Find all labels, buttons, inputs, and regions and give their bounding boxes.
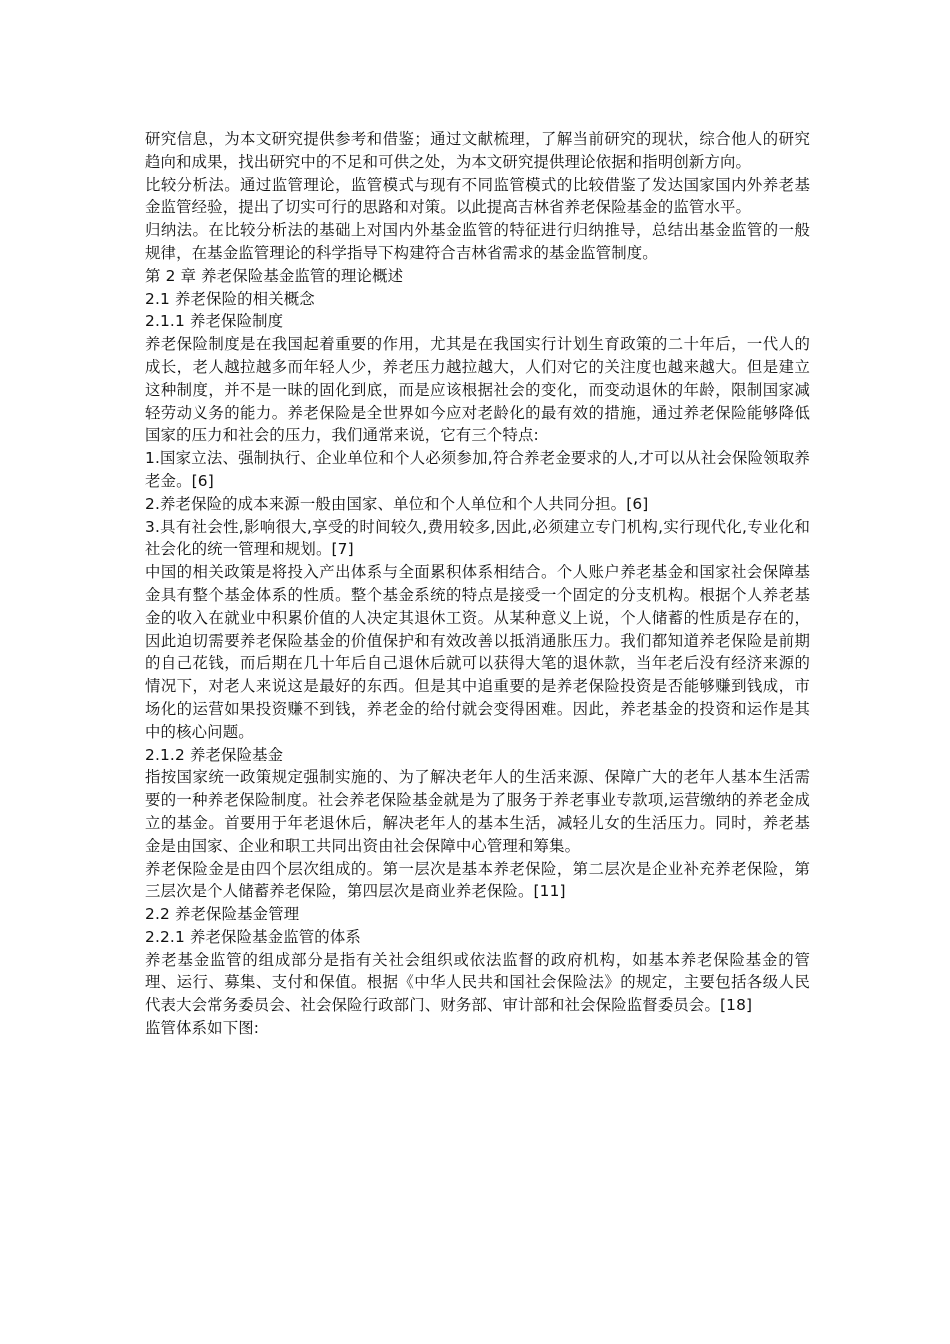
paragraph-pension-fund-definition: 指按国家统一政策规定强制实施的、为了解决老年人的生活来源、保障广大的老年人基本生活需要的一种养老保险制度。社会养老保险基金就是为了服务于养老事业专款项,运营缴纳的养老金成立的基金。首要用于年老退休后，解决老年人的基本生活，减轻儿女的生活压力。同时，养老基金是由国家、企业和职工共同出资由社会保障中心管理和筹集。 bbox=[145, 768, 810, 855]
subsection-heading-2-1-1: 2.1.1 养老保险制度 bbox=[145, 312, 284, 331]
chapter-heading: 第 2 章 养老保险基金监管的理论概述 bbox=[145, 266, 404, 285]
paragraph-pension-system: 养老保险制度是在我国起着重要的作用，尤其是在我国实行计划生育政策的二十年后，一代人的成长，老人越拉越多而年轻人少，养老压力越拉越大，人们对它的关注度也越来越大。但是建立这种制度，并不是一昧的固化到底，而是应该根据社会的变化，而变动退休的年龄，限制国家减轻劳动义务的能力。养老保险是全世界如今应对老龄化的最有效的措施，通过养老保险能够降低国家的压力和社会的压力，我们通常来说，它有三个特点: bbox=[145, 335, 810, 445]
paragraph-research-info: 研究信息，为本文研究提供参考和借鉴；通过文献梳理，了解当前研究的现状，综合他人的研究趋向和成果，找出研究中的不足和可供之处，为本文研究提供理论依据和指明创新方向。 bbox=[145, 130, 810, 171]
list-item-feature-3: 3.具有社会性,影响很大,享受的时间较久,费用较多,因此,必须建立专门机构,实行现代化,专业化和社会化的统一管理和规划。[7] bbox=[145, 517, 810, 559]
paragraph-china-policy: 中国的相关政策是将投入产出体系与全面累积体系相结合。个人账户养老基金和国家社会保障基金具有整个基金体系的性质。整个基金系统的特点是接受一个固定的分支机构。根据个人养老基金的收入在就业中积累价值的人决定其退休工资。从某种意义上说，个人储蓄的性质是存在的，因此迫切需要养老保险基金的价值保护和有效改善以抵消通胀压力。我们都知道养老保险是前期的自己花钱，而后期在几十年后自己退休后就可以获得大笔的退休款，当年老后没有经济来源的情况下，对老人来说这是最好的东西。但是其中追重要的是养老保险投资是否能够赚到钱成，市场化的运营如果投资赚不到钱，养老金的给付就会变得困难。因此，养老基金的投资和运作是其中的核心问题。 bbox=[145, 563, 810, 741]
paragraph-supervision-components: 养老基金监管的组成部分是指有关社会组织或依法监督的政府机构，如基本养老保险基金的管理、运行、募集、支付和保值。根据《中华人民共和国社会保险法》的规定，主要包括各级人民代表大会常务委员会、社会保险行政部门、财务部、审计部和社会保险监督委员会。[18] bbox=[145, 950, 810, 1015]
paragraph-four-levels: 养老保险金是由四个层次组成的。第一层次是基本养老保险，第二层次是企业补充养老保险，第三层次是个人储蓄养老保险，第四层次是商业养老保险。[11] bbox=[145, 859, 810, 901]
section-heading-2-1: 2.1 养老保险的相关概念 bbox=[145, 289, 315, 308]
paragraph-induction-method: 归纳法。在比较分析法的基础上对国内外基金监管的特征进行归纳推导，总结出基金监管的一般规律，在基金监管理论的科学指导下构建符合吉林省需求的基金监管制度。 bbox=[145, 221, 810, 262]
subsection-heading-2-1-2: 2.1.2 养老保险基金 bbox=[145, 745, 284, 764]
paragraph-comparative-analysis: 比较分析法。通过监管理论，监管模式与现有不同监管模式的比较借鉴了发达国家国内外养老基金监管经验，提出了切实可行的思路和对策。以此提高吉林省养老保险基金的监管水平。 bbox=[145, 175, 810, 217]
list-item-feature-2: 2.养老保险的成本来源一般由国家、单位和个人单位和个人共同分担。[6] bbox=[145, 494, 649, 513]
subsection-heading-2-2-1: 2.2.1 养老保险基金监管的体系 bbox=[145, 927, 361, 946]
document-page bbox=[145, 128, 810, 1040]
list-item-feature-1: 1.国家立法、强制执行、企业单位和个人必须参加,符合养老金要求的人,才可以从社会保险领取养老金。[6] bbox=[145, 449, 810, 490]
paragraph-supervision-diagram-intro: 监管体系如下图: bbox=[145, 1019, 260, 1038]
section-heading-2-2: 2.2 养老保险基金管理 bbox=[145, 905, 300, 924]
